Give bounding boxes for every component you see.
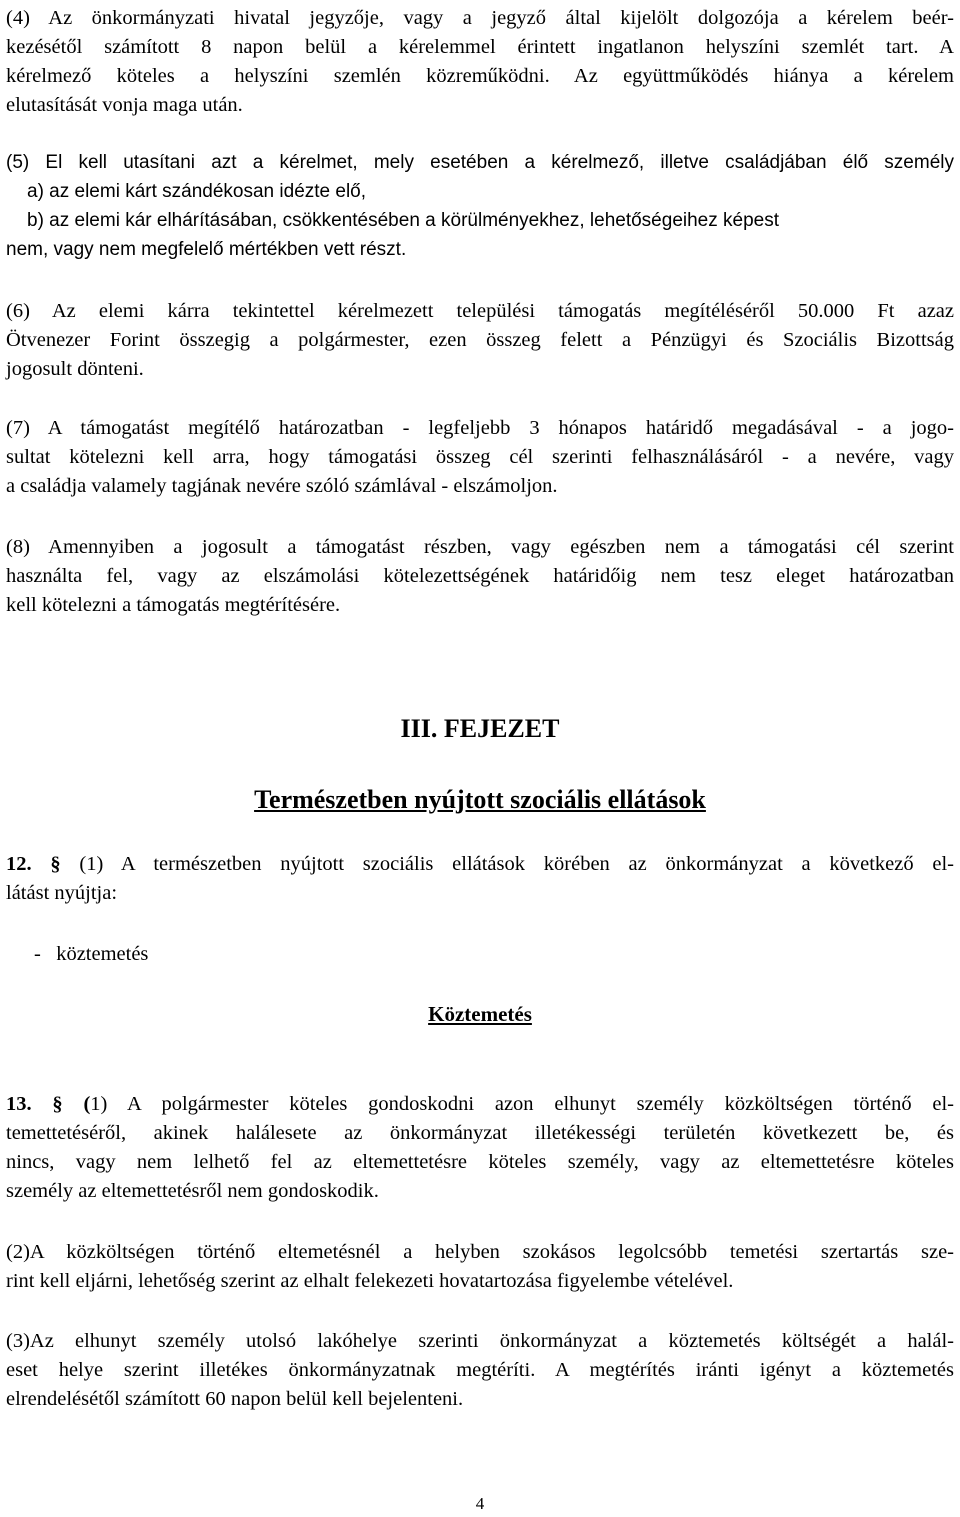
section-13-paragraph-3 [6, 1327, 954, 1414]
paragraph-line: (5) El kell utasítani azt a kérelmet, mely esetében a kérelmező, illetve családjában élő személy [6, 152, 954, 173]
paragraph-6 [6, 297, 954, 384]
paragraph-8 [6, 533, 954, 620]
chapter-title: Természetben nyújtott szociális ellátások [254, 785, 706, 814]
list-item: a) az elemi kárt szándékosan idézte elő, [27, 181, 367, 202]
section-13 [6, 1090, 954, 1206]
paragraph-5 [6, 148, 954, 264]
paragraph-line: elrendelésétől számított 60 napon belül kell bejelenteni. [6, 1388, 464, 1410]
paragraph-line: kérelmező köteles a helyszíni szemlén közreműködni. Az együttműködés hiánya a kérelem [6, 65, 954, 87]
paragraph-line: (8) Amennyiben a jogosult a támogatást részben, vagy egészben nem a támogatási cél szerint [6, 536, 954, 558]
paragraph-line: kell kötelezni a támogatás megtérítésére. [6, 594, 341, 616]
paragraph-4 [6, 4, 954, 120]
paragraph-line: (7) A támogatást megítélő határozatban - legfeljebb 3 hónapos határidő megadásával - a jogo- [6, 417, 954, 439]
paragraph-line: nem, vagy nem megfelelő mértékben vett részt. [6, 239, 407, 260]
paragraph-line: (3)Az elhunyt személy utolsó lakóhelye szerinti önkormányzat a köztemetés költségét a halál- [6, 1330, 954, 1352]
paragraph-line: sultat kötelezni kell arra, hogy támogatási összeg cél szerinti felhasználásáról - a nevére, vagy [6, 446, 954, 468]
section-subtitle: Köztemetés [428, 1002, 532, 1026]
paragraph-line: temettetéséről, akinek halálesete az önkormányzat illetékességi területén következett be, és [6, 1122, 954, 1144]
section-mark: § [50, 853, 61, 875]
section-mark: § ( [52, 1093, 91, 1115]
paragraph-line: a családja valamely tagjának nevére szóló számlával - elszámoljon. [6, 475, 558, 497]
paragraph-line: elutasítását vonja maga után. [6, 94, 243, 116]
paragraph-line: rint kell eljárni, lehetőség szerint az elhalt felekezeti hovatartozása figyelembe vételével. [6, 1270, 734, 1292]
paragraph-line: személy az eltemettetésről nem gondoskodik. [6, 1180, 379, 1202]
paragraph-7 [6, 414, 954, 501]
section-13-paragraph-2 [6, 1238, 954, 1296]
paragraph-line: használta fel, vagy az elszámolási kötelezettségének határidőig nem tesz eleget határozatban [6, 565, 954, 587]
paragraph-line: látást nyújtja: [6, 882, 118, 904]
paragraph-line: Ötvenezer Forint összegig a polgármester, ezen összeg felett a Pénzügyi és Szociális Bizottság [6, 329, 954, 351]
paragraph-line: eset helye szerint illetékes önkormányzatnak megtéríti. A megtérítés iránti igényt a köztemetés [6, 1359, 954, 1381]
paragraph-line: jogosult dönteni. [6, 358, 144, 380]
section-12 [6, 850, 954, 908]
section-13-line [6, 1090, 954, 1119]
list-item-koztemetes: - köztemetés [34, 943, 149, 965]
page-number: 4 [475, 1494, 485, 1513]
section-number: 12. [6, 853, 32, 875]
section-text: 1) A polgármester köteles gondoskodni azon elhunyt személy közköltségen történő el- [90, 1093, 955, 1115]
paragraph-line: nincs, vagy nem lelhető fel az eltemettetésre köteles személy, vagy az eltemettetésre köteles [6, 1151, 954, 1173]
paragraph-line: (6) Az elemi kárra tekintettel kérelmezett települési támogatás megítéléséről 50.000 Ft azaz [6, 300, 954, 322]
list-item: b) az elemi kár elhárításában, csökkentésében a körülményekhez, lehetőségeihez képest [27, 210, 779, 231]
paragraph-line: (4) Az önkormányzati hivatal jegyzője, vagy a jegyző által kijelölt dolgozója a kérelem beér- [6, 7, 954, 29]
chapter-number: III. FEJEZET [400, 714, 560, 743]
section-12-line [6, 850, 954, 879]
section-number: 13. [6, 1093, 32, 1115]
section-text: (1) A természetben nyújtott szociális ellátások körében az önkormányzat a következő el- [60, 853, 955, 875]
paragraph-line: kezésétől számított 8 napon belül a kérelemmel érintett ingatlanon helyszíni szemlét tart. A [6, 36, 954, 58]
paragraph-line: (2)A közköltségen történő eltemetésnél a helyben szokásos legolcsóbb temetési szertartás sze- [6, 1241, 954, 1263]
